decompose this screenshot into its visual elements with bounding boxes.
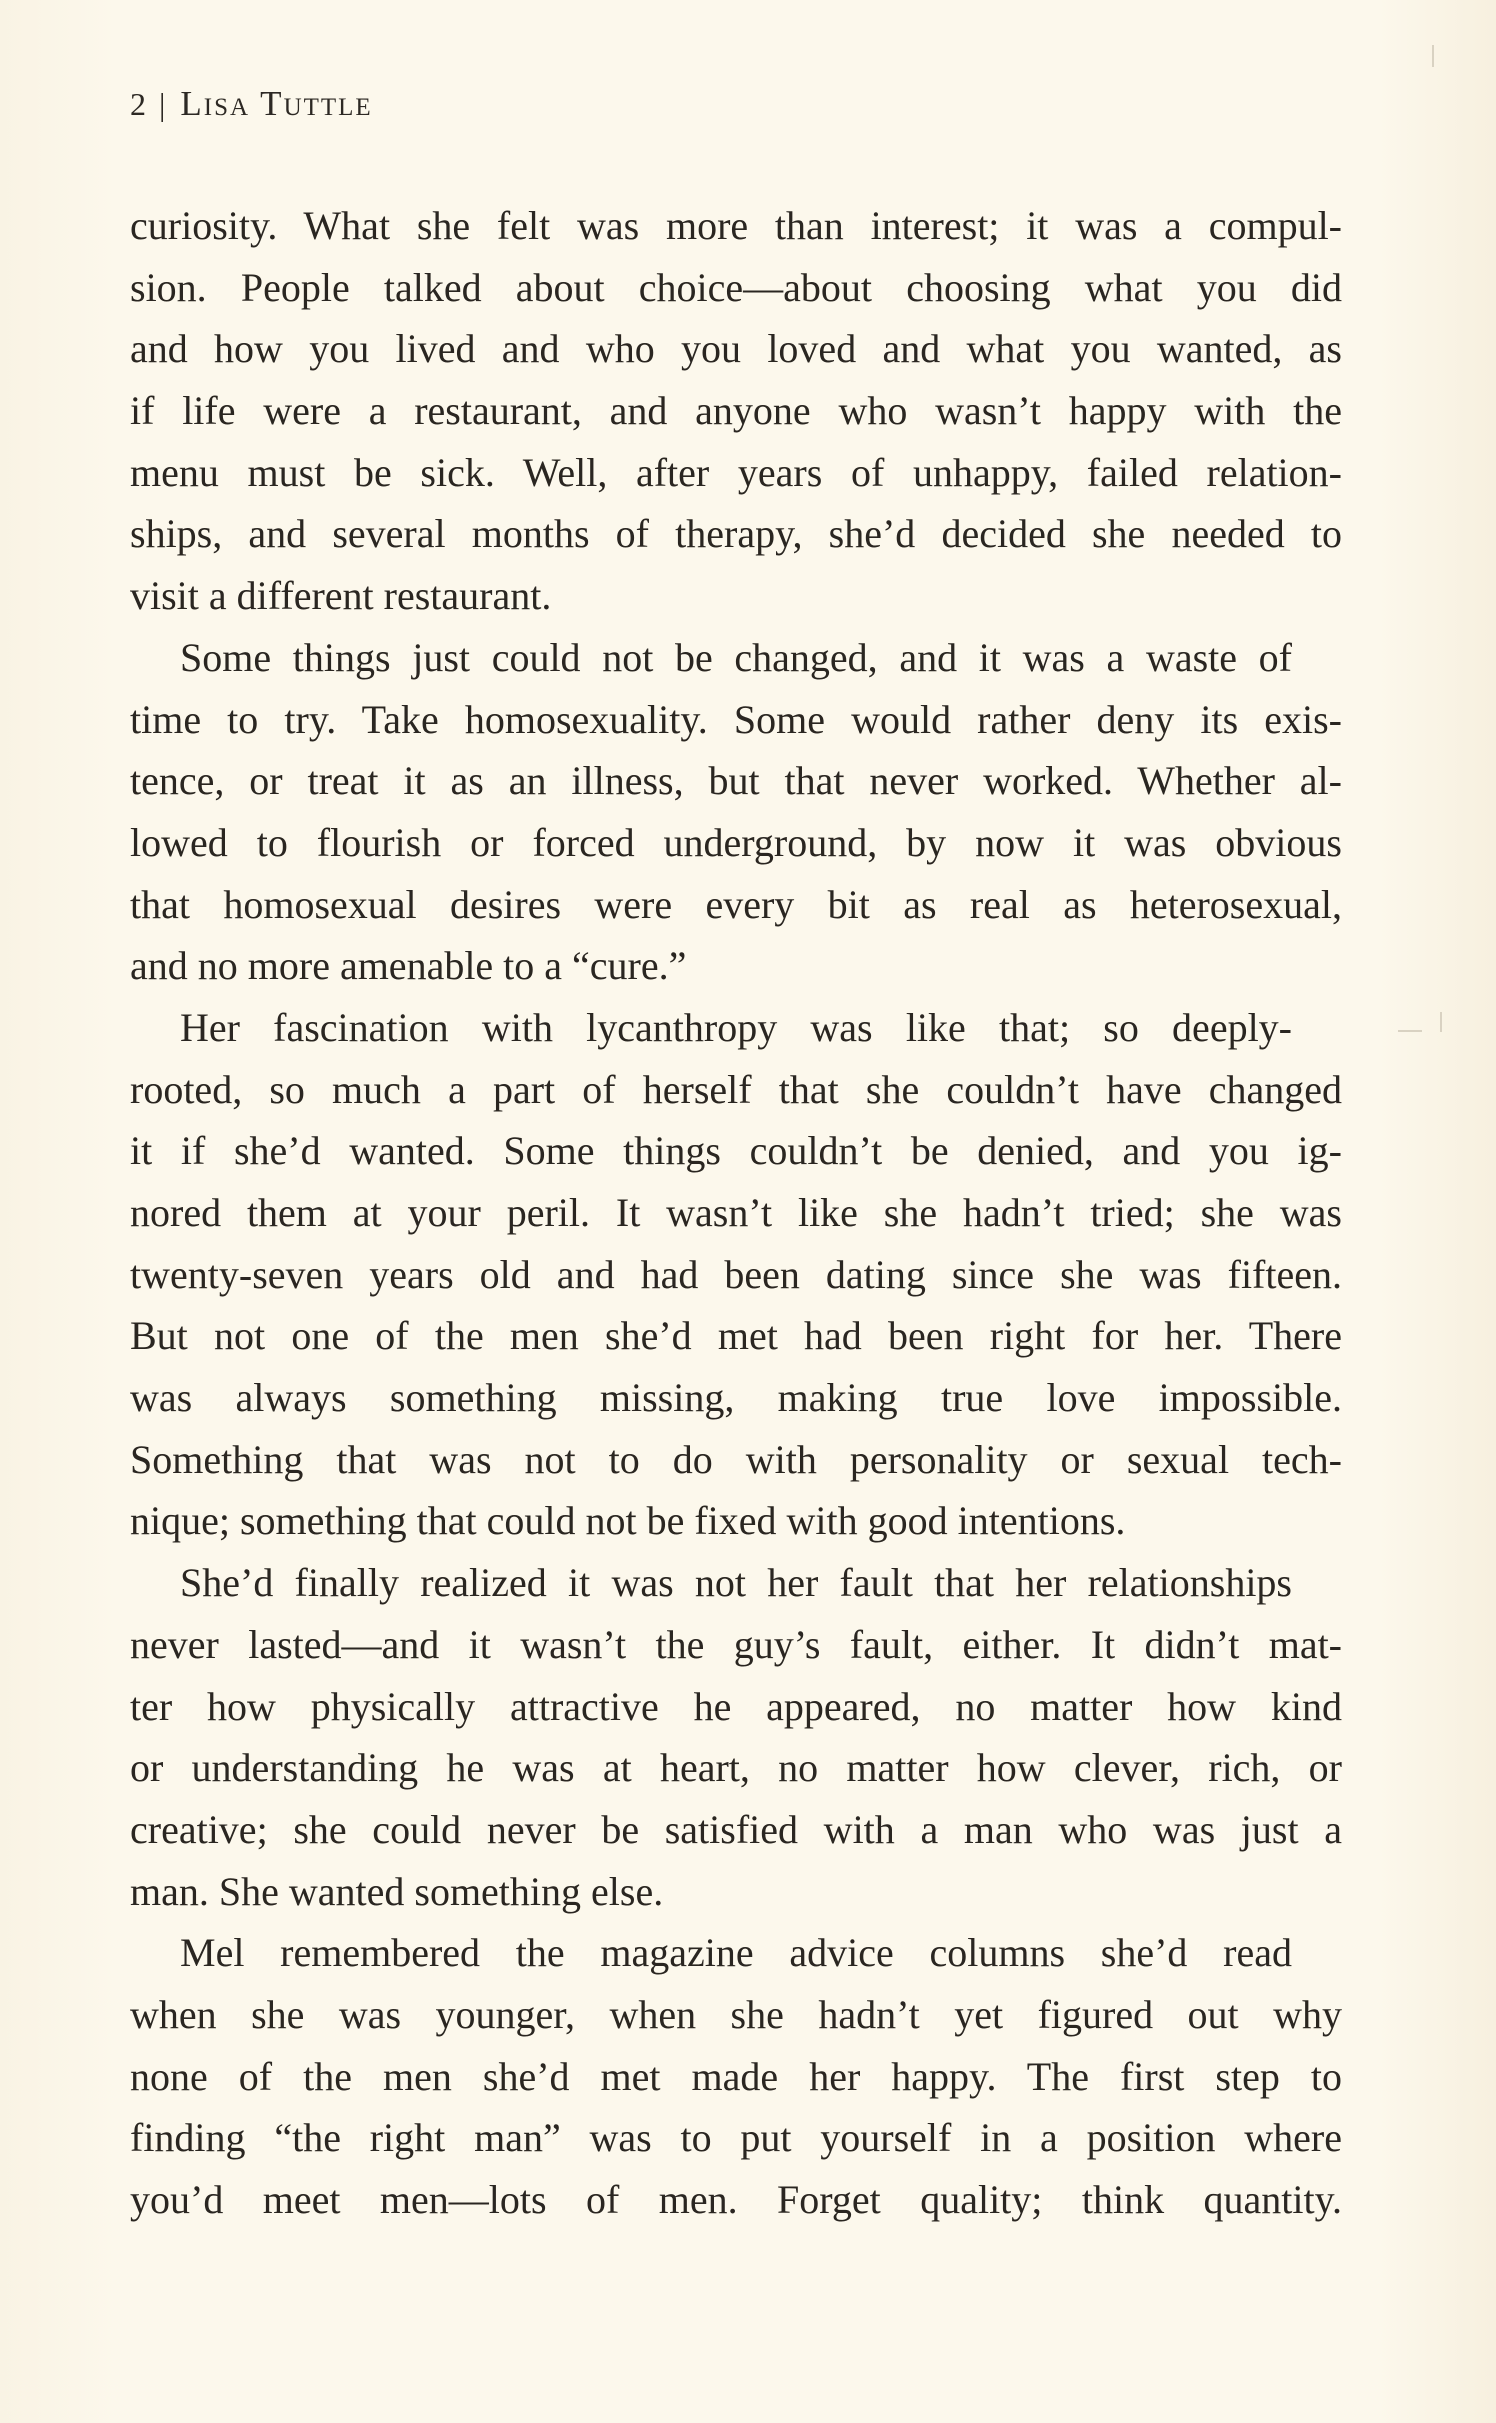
text-line: ter how physically attractive he appeared, no matter how kind: [130, 1683, 1342, 1729]
page-number: 2: [130, 86, 147, 122]
text-line: But not one of the men she’d met had been right for her. There: [130, 1313, 1342, 1359]
text-line: Her fascination with lycanthropy was like that; so deeply-: [180, 1004, 1292, 1050]
paragraph: [130, 997, 1342, 1552]
text-line: if life were a restaurant, and anyone who wasn’t happy with the: [130, 388, 1342, 434]
paragraph: [130, 1922, 1342, 2230]
text-line: that homosexual desires were every bit as real as heterosexual,: [130, 881, 1342, 927]
scan-speck: [1398, 1030, 1422, 1032]
text-line: twenty-seven years old and had been dating since she was fifteen.: [130, 1251, 1342, 1297]
text-line: never lasted—and it wasn’t the guy’s fault, either. It didn’t mat-: [130, 1621, 1342, 1667]
text-line: tence, or treat it as an illness, but that never worked. Whether al-: [130, 758, 1342, 804]
paragraph: [130, 195, 1342, 627]
text-line: ships, and several months of therapy, she’d decided she needed to: [130, 511, 1342, 557]
text-line: lowed to flourish or forced underground, by now it was obvious: [130, 819, 1342, 865]
text-line: visit a different restaurant.: [130, 573, 552, 619]
body-text: [130, 195, 1342, 2231]
text-line: or understanding he was at heart, no matter how clever, rich, or: [130, 1745, 1342, 1791]
text-line: menu must be sick. Well, after years of unhappy, failed relation-: [130, 449, 1342, 495]
text-line: rooted, so much a part of herself that she couldn’t have changed: [130, 1066, 1342, 1112]
text-line: She’d finally realized it was not her fault that her relationships: [180, 1560, 1292, 1606]
text-line: Mel remembered the magazine advice columns she’d read: [180, 1930, 1292, 1976]
text-line: you’d meet men—lots of men. Forget quality; think quantity.: [130, 2177, 1342, 2222]
text-line: man. She wanted something else.: [130, 1868, 664, 1914]
scan-speck: [1440, 1012, 1442, 1032]
text-line: time to try. Take homosexuality. Some would rather deny its exis-: [130, 696, 1342, 742]
text-line: none of the men she’d met made her happy. The first step to: [130, 2053, 1342, 2099]
paragraph: [130, 627, 1342, 997]
text-line: sion. People talked about choice—about choosing what you did: [130, 264, 1342, 310]
text-line: curiosity. What she felt was more than interest; it was a compul-: [130, 203, 1342, 248]
running-head-author: Lisa Tuttle: [180, 84, 373, 123]
text-line: it if she’d wanted. Some things couldn’t be denied, and you ig-: [130, 1128, 1342, 1174]
text-line: was always something missing, making true love impossible.: [130, 1375, 1342, 1421]
running-head: [130, 84, 373, 124]
text-line: Some things just could not be changed, and it was a waste of: [180, 634, 1292, 680]
text-line: creative; she could never be satisfied with a man who was just a: [130, 1806, 1342, 1852]
running-head-separator: |: [159, 86, 167, 122]
text-line: finding “the right man” was to put yourself in a position where: [130, 2115, 1342, 2161]
paragraph: [130, 1552, 1342, 1922]
text-line: nored them at your peril. It wasn’t like she hadn’t tried; she was: [130, 1190, 1342, 1235]
text-line: Something that was not to do with personality or sexual tech-: [130, 1436, 1342, 1482]
scan-speck: [1432, 45, 1434, 67]
text-line: nique; something that could not be fixed with good intentions.: [130, 1498, 1126, 1544]
text-line: and how you lived and who you loved and what you wanted, as: [130, 326, 1342, 372]
text-line: and no more amenable to a “cure.”: [130, 943, 687, 989]
text-line: when she was younger, when she hadn’t yet figured out why: [130, 1991, 1342, 2037]
